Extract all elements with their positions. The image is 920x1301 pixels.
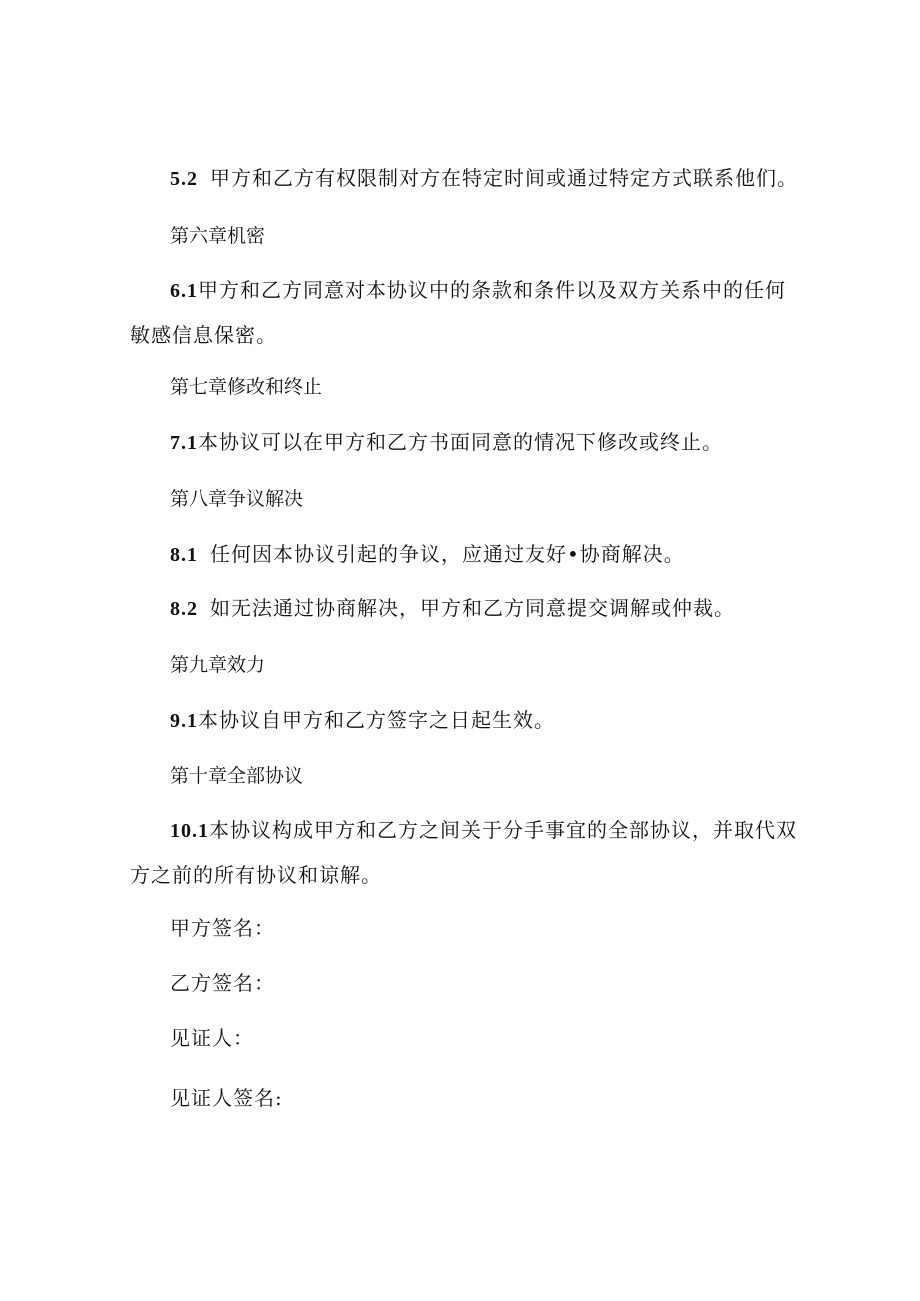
clause-6-1 [130,268,800,357]
clause-text: 如无法通过协商解决，甲方和乙方同意提交调解或仲裁。 [210,596,735,620]
party-b-signature-label: 乙方签名： [170,971,275,995]
clause-text: 本协议构成甲方和乙方之间关于分手事宜的全部协议，并取代双方之前的所有协议和谅解。 [130,818,797,887]
clause-10-1 [130,808,800,897]
chapter-7-heading: 第七章修改和终止 [170,376,323,398]
clause-8-2 [170,596,735,621]
chapter-8-heading: 第八章争议解决 [170,488,304,510]
clause-number: 7.1 [170,432,198,454]
clause-text: 任何因本协议引起的争议，应通过友好•协商解决。 [210,542,685,566]
clause-text: 甲方和乙方有权限制对方在特定时间或通过特定方式联系他们。 [210,166,798,190]
clause-text: 本协议可以在甲方和乙方书面同意的情况下修改或终止。 [198,430,723,454]
clause-number: 8.1 [170,544,198,566]
clause-number: 6.1 [170,280,198,302]
witness-label: 见证人： [170,1026,254,1050]
clause-7-1 [170,430,723,455]
clause-5-2 [170,166,798,191]
clause-number: 9.1 [170,710,198,732]
witness-signature-label: 见证人签名: [170,1086,283,1110]
party-a-signature-label: 甲方签名： [170,916,275,940]
clause-number: 10.1 [170,820,209,842]
chapter-6-heading: 第六章机密 [170,225,266,247]
clause-number: 8.2 [170,598,198,620]
chapter-9-heading: 第九章效力 [170,654,266,676]
clause-8-1 [170,542,685,567]
clause-text: 本协议自甲方和乙方签字之日起生效。 [198,708,555,732]
clause-text: 甲方和乙方同意对本协议中的条款和条件以及双方关系中的任何敏感信息保密。 [130,278,786,347]
chapter-10-heading: 第十章全部协议 [170,765,304,787]
clause-9-1 [170,708,555,733]
clause-number: 5.2 [170,168,198,190]
